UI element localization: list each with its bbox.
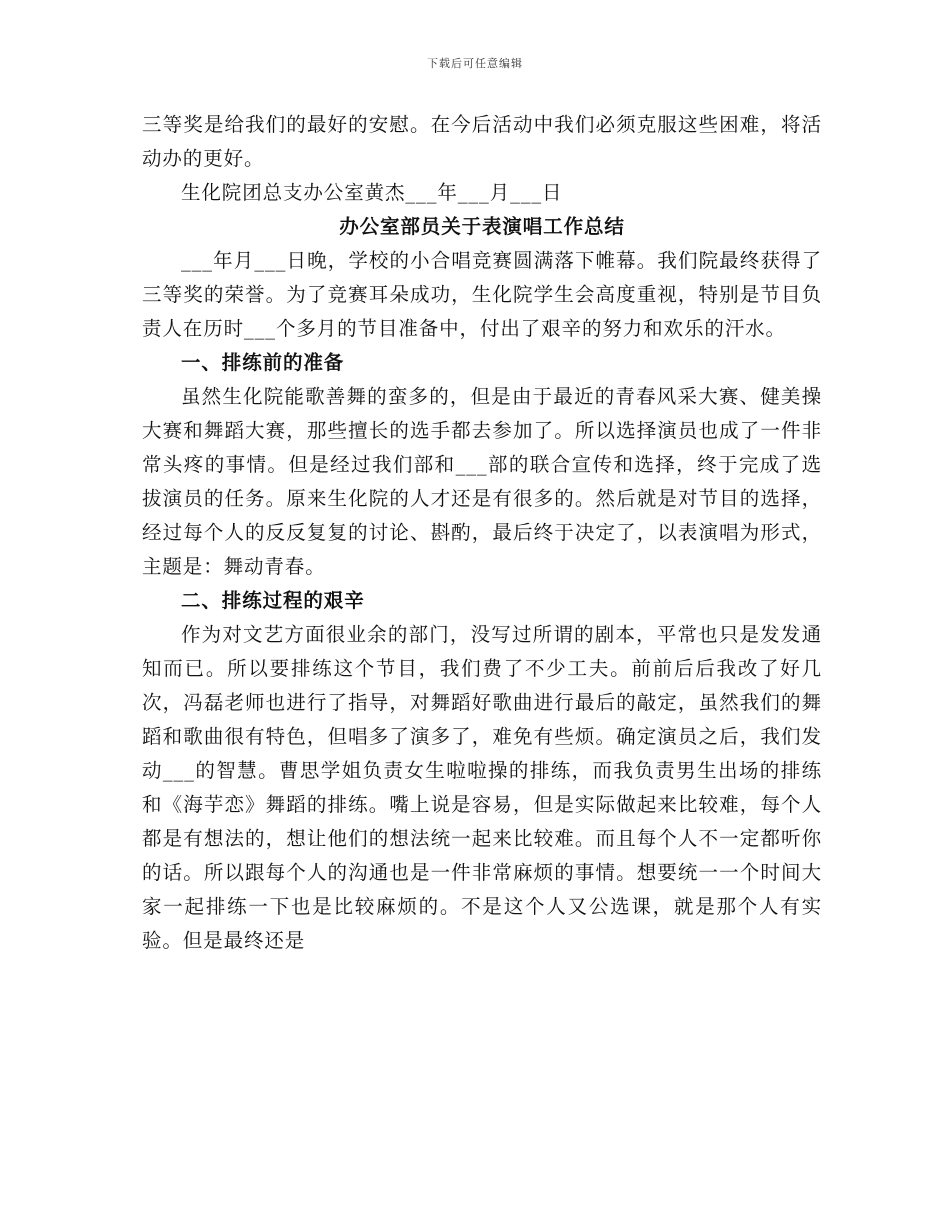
paragraph-intro: ___年月___日晚，学校的小合唱竞赛圆满落下帷幕。我们院最终获得了三等奖的荣誉。为了竞赛耳朵成功，生化院学生会高度重视，特别是节目负责人在历时___个多月的节目准备中，付出了艰辛的努力和欢乐的汗水。 <box>142 249 822 340</box>
section-heading-rehearsal: 二、排练过程的艰辛 <box>181 589 365 612</box>
section-heading-preparation: 一、排练前的准备 <box>181 351 345 374</box>
page-header-note: 下载后可任意编辑 <box>427 57 523 70</box>
paragraph-closing: 三等奖是给我们的最好的安慰。在今后活动中我们必须克服这些困难，将活动办的更好。 <box>142 113 822 170</box>
document-body <box>142 108 822 958</box>
document-title: 办公室部员关于表演唱工作总结 <box>339 215 625 238</box>
paragraph-rehearsal: 作为对文艺方面很业余的部门，没写过所谓的剧本，平常也只是发发通知而已。所以要排练这个节目，我们费了不少工夫。前前后后我改了好几次，冯磊老师也进行了指导，对舞蹈好歌曲进行最后的敲定，虽然我们的舞蹈和歌曲很有特色，但唱多了演多了，难免有些烦。确定演员之后，我们发动___的智慧。曹思学姐负责女生啦啦操的排练，而我负责男生出场的排练和《海芋恋》舞蹈的排练。嘴上说是容易，但是实际做起来比较难，每个人都是有想法的，想让他们的想法统一起来比较难。而且每个人不一定都听你的话。所以跟每个人的沟通也是一件非常麻烦的事情。想要统一一个时间大家一起排练一下也是比较麻烦的。不是这个人又公选课，就是那个人有实验。但是最终还是 <box>142 623 822 952</box>
signature-line: 生化院团总支办公室黄杰___年___月___日 <box>181 181 563 204</box>
paragraph-preparation: 虽然生化院能歌善舞的蛮多的，但是由于最近的青春风采大赛、健美操大赛和舞蹈大赛，那些擅长的选手都去参加了。所以选择演员也成了一件非常头疼的事情。但是经过我们部和___部的联合宣传和选择，终于完成了选拔演员的任务。原来生化院的人才还是有很多的。然后就是对节目的选择，经过每个人的反反复复的讨论、斟酌，最后终于决定了，以表演唱为形式，主题是：舞动青春。 <box>142 385 822 578</box>
